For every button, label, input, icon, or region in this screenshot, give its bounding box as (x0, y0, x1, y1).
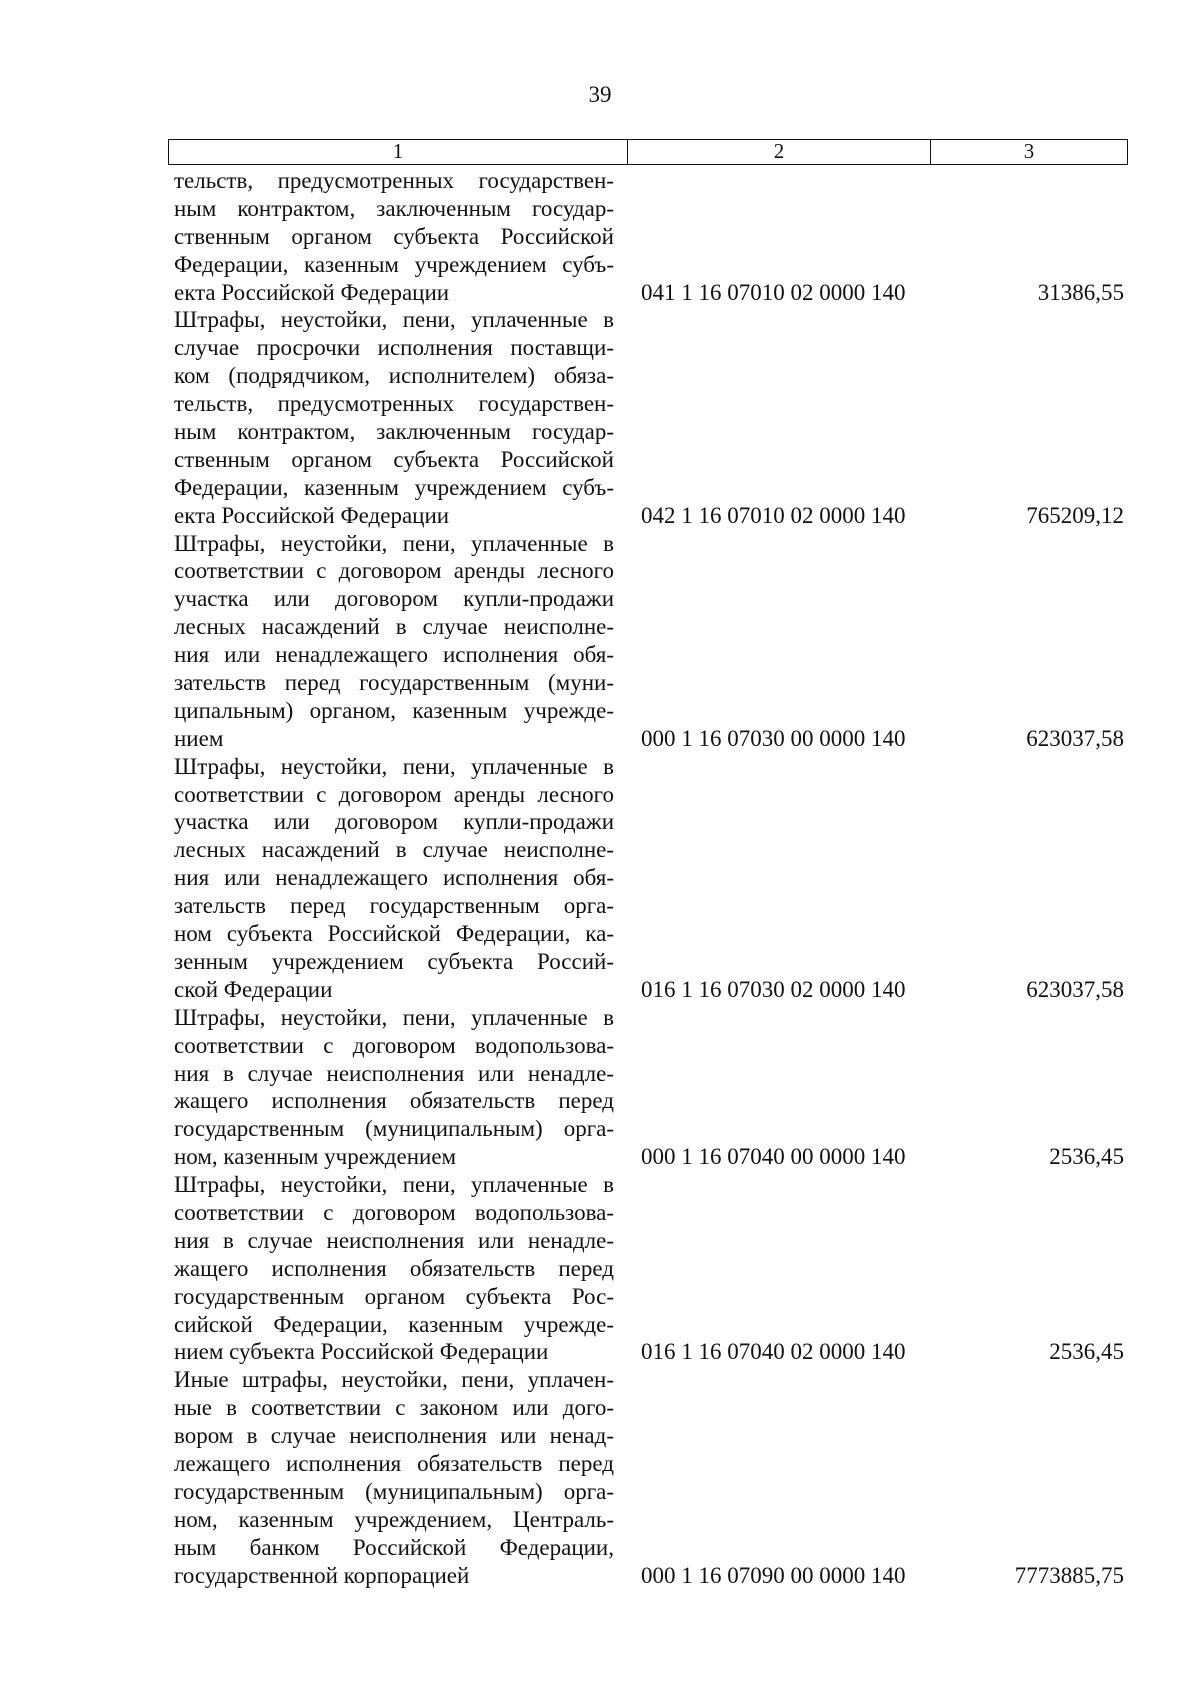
description-line: ния или ненадлежащего исполнения обя- (174, 865, 614, 891)
row-description (174, 1171, 614, 1366)
description-line: зенным учреждением субъекта Россий- (174, 948, 614, 974)
row-code: 041 1 16 07010 02 0000 140 (641, 279, 906, 305)
description-line: Штрафы, неустойки, пени, уплаченные в (174, 753, 614, 779)
description-line: жащего исполнения обязательств перед (174, 1088, 614, 1114)
description-line: участка или договором купли-продажи (174, 809, 614, 835)
row-description (174, 167, 614, 306)
header-column-2: 2 (628, 140, 931, 164)
header-column-3: 3 (1023, 139, 1035, 163)
description-line: государственной корпорацией (174, 1562, 470, 1588)
description-line: тельств, предусмотренных государствен- (174, 391, 614, 417)
description-line: екта Российской Федерации (174, 502, 450, 528)
table-row (174, 530, 1124, 753)
description-line: ным банком Российской Федерации, (174, 1534, 614, 1560)
table-row (174, 1004, 1124, 1171)
row-amount: 2536,45 (1049, 1144, 1124, 1170)
description-line: государственным органом субъекта Рос- (174, 1283, 614, 1309)
table-header-row (168, 139, 1128, 165)
description-line: ном, казенным учреждением, Централь- (174, 1506, 614, 1532)
table-row (174, 753, 1124, 1004)
page-number: 39 (588, 82, 612, 107)
row-code: 042 1 16 07010 02 0000 140 (641, 502, 906, 528)
description-line: государственным (муниципальным) орга- (174, 1116, 614, 1142)
description-line: Штрафы, неустойки, пени, уплаченные в (174, 1172, 614, 1198)
description-line: Федерации, казенным учреждением субъ- (174, 251, 614, 277)
table-row (174, 306, 1124, 529)
row-code: 000 1 16 07090 00 0000 140 (641, 1562, 906, 1588)
row-code: 016 1 16 07040 02 0000 140 (641, 1339, 906, 1365)
description-line: ния в случае неисполнения или ненадле- (174, 1060, 614, 1086)
row-amount: 7773885,75 (1014, 1562, 1124, 1588)
description-line: Иные штрафы, неустойки, пени, уплачен- (174, 1367, 614, 1393)
row-description (174, 1004, 614, 1171)
description-line: участка или договором купли-продажи (174, 586, 614, 612)
description-line: ния или ненадлежащего исполнения обя- (174, 642, 614, 668)
description-line: нием (174, 725, 224, 751)
description-line: Штрафы, неустойки, пени, уплаченные в (174, 1004, 614, 1030)
description-line: соответствии с договором водопользова- (174, 1032, 614, 1058)
header-column-1: 1 (169, 140, 628, 164)
description-line: екта Российской Федерации (174, 279, 450, 305)
description-line: вором в случае неисполнения или ненад- (174, 1423, 614, 1449)
description-line: ным контрактом, заключенным государ- (174, 419, 614, 445)
description-line: государственным (муниципальным) орга- (174, 1478, 614, 1504)
row-amount: 623037,58 (1026, 725, 1124, 751)
description-line: соответствии с договором аренды лесного (174, 781, 614, 807)
description-line: Федерации, казенным учреждением субъ- (174, 474, 614, 500)
table-body (174, 167, 1124, 1589)
description-line: соответствии с договором аренды лесного (174, 558, 614, 584)
description-line: сийской Федерации, казенным учрежде- (174, 1311, 614, 1337)
row-description (174, 753, 614, 1004)
row-amount: 2536,45 (1049, 1339, 1124, 1365)
description-line: ком (подрядчиком, исполнителем) обяза- (174, 363, 614, 389)
description-line: ния в случае неисполнения или ненадле- (174, 1227, 614, 1253)
description-line: жащего исполнения обязательств перед (174, 1255, 614, 1281)
description-line: ном субъекта Российской Федерации, ка- (174, 921, 614, 947)
table-row (174, 1366, 1124, 1589)
description-line: Штрафы, неустойки, пени, уплаченные в (174, 530, 614, 556)
row-amount: 623037,58 (1026, 976, 1124, 1002)
row-description (174, 1366, 614, 1589)
table-row (174, 167, 1124, 306)
description-line: ственным органом субъекта Российской (174, 446, 614, 472)
description-line: ской Федерации (174, 976, 333, 1002)
description-line: случае просрочки исполнения поставщи- (174, 335, 614, 361)
description-line: соответствии с договором водопользова- (174, 1199, 614, 1225)
description-line: нием субъекта Российской Федерации (174, 1339, 549, 1365)
description-line: ном, казенным учреждением (174, 1144, 457, 1170)
description-line: тельств, предусмотренных государствен- (174, 168, 614, 193)
description-line: зательств перед государственным орга- (174, 893, 614, 919)
description-line: зательств перед государственным (муни- (174, 670, 614, 696)
description-line: ципальным) органом, казенным учрежде- (174, 697, 614, 723)
row-amount: 765209,12 (1026, 502, 1124, 528)
description-line: лесных насаждений в случае неисполне- (174, 614, 614, 640)
row-code: 016 1 16 07030 02 0000 140 (641, 976, 906, 1002)
description-line: лежащего исполнения обязательств перед (174, 1450, 614, 1476)
description-line: лесных насаждений в случае неисполне- (174, 837, 614, 863)
description-line: Штрафы, неустойки, пени, уплаченные в (174, 307, 614, 333)
row-code: 000 1 16 07030 00 0000 140 (641, 725, 906, 751)
row-amount: 31386,55 (1037, 279, 1124, 305)
row-description (174, 306, 614, 529)
description-line: ным контрактом, заключенным государ- (174, 195, 614, 221)
row-description (174, 530, 614, 753)
description-line: ственным органом субъекта Российской (174, 223, 614, 249)
row-code: 000 1 16 07040 00 0000 140 (641, 1144, 906, 1170)
description-line: ные в соответствии с законом или дого- (174, 1395, 614, 1421)
table-row (174, 1171, 1124, 1366)
